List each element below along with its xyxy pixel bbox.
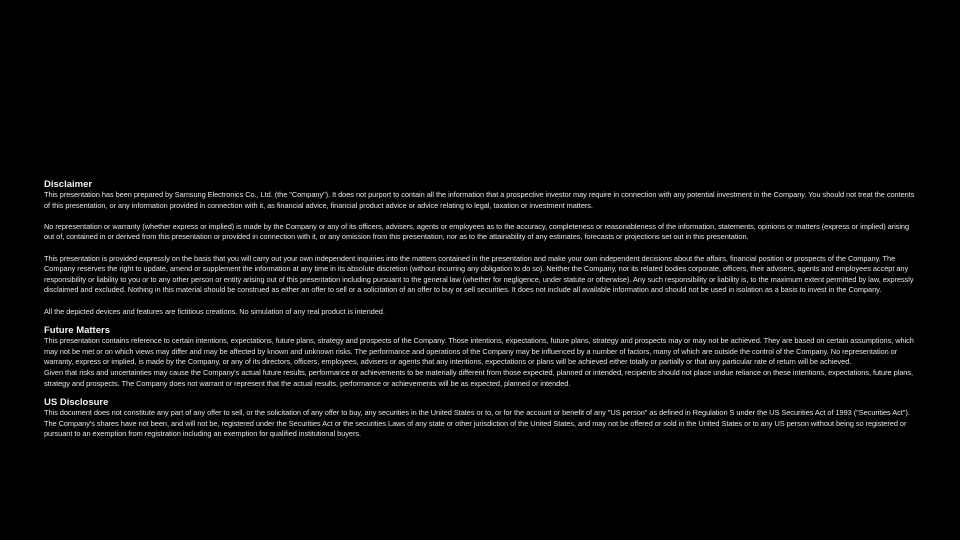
disclaimer-paragraph-3: This presentation is provided expressly on the basis that you will carry out your own independent inquiries into the matters contained in the presentation and make your own independent decisions about the affairs, financial position or prospects of the Company. The Company reserves the right to update, amend or supplement the information at any time in its absolute discretion (without incurring any obligation to do so). Neither the Company, nor its related bodies corporate, officers, their advisers, agents and employees accept any responsibility or liability to you or to any other person or entity arising out of this presentation including pursuant to the general law (whether for negligence, under statute or otherwise). Any such responsibility or liability is, to the maximum extent permitted by law, expressly disclaimed and excluded. Nothing in this material should be construed as either an offer to sell or a solicitation of an offer to buy or sell securities. It does not include all available information and should not be used in isolation as a basis to invest in the Company. <box>44 253 914 295</box>
disclaimer-paragraph-1: This presentation has been prepared by Samsung Electronics Co., Ltd. (the "Company"). It does not purport to contain all the information that a prospective investor may require in connection with any potential investment in the Company. You should not treat the contents of this presentation, or any information provided in connection with it, as financial advice, financial product advice or advice relating to legal, taxation or investment matters. <box>44 190 915 210</box>
disclaimer-paragraph-2: No representation or warranty (whether express or implied) is made by the Company or any of its officers, advisers, agents or employees as to the accuracy, completeness or reasonableness of the information, statements, opinions or matters (express or implied) arising out of, contained in or derived from this presentation or provided in connection with it, or any omission from this presentation, nor as to the attainability of any estimates, forecasts or projections set out in this presentation. <box>44 221 910 242</box>
future-matters-paragraph-2: Given that risks and uncertainties may cause the Company's actual future results, performance or achievements to be materially different from those expected, planned or intended, recipients should not place undue reliance on these intentions, expectations, future plans, strategy and prospects. The Company does not warrant or represent that the actual results, performance or achievements will be as expected, planned or intended. <box>44 367 913 388</box>
us-disclosure-paragraph: This document does not constitute any part of any offer to sell, or the solicitation of any offer to buy, any securities in the United States or to, or for the account or benefit of any "US person" as defined in Regulation S under the US Securities Act of 1993 ("Securities Act"). The Company's shares have not been, and will not be, registered under the Securities Act or the securities Laws of any state or other jurisdiction of the United States, and may not be offered or sold in the United States or to any US person without being so registered or pursuant to an exemption from registration including an exemption for qualified institutional buyers. <box>44 408 910 439</box>
disclaimer-paragraph-4: All the depicted devices and features are fictitious creations. No simulation of any real product is intended. <box>44 306 385 316</box>
legal-text-block <box>44 179 918 440</box>
disclaimer-title: Disclaimer <box>44 179 93 190</box>
future-matters-title: Future Matters <box>44 325 110 337</box>
future-matters-paragraph-1: This presentation contains reference to certain intentions, expectations, future plans, strategy and prospects of the Company. Those intentions, expectations, future plans, strategy and prospects may or may not be achieved. They are based on certain assumptions, which may not be met or on which views may differ and may be affected by known and unknown risks. The performance and operations of the Company may be influenced by a number of factors, many of which are outside the control of the Company. No representation or warranty, express or implied, is made by the Company, or any of its directors, officers, employees, advisers or agents that any intentions, expectations or plans will be achieved either totally or partially or that any particular rate of return will be achieved. <box>44 336 914 367</box>
us-disclosure-title: US Disclosure <box>44 397 109 409</box>
